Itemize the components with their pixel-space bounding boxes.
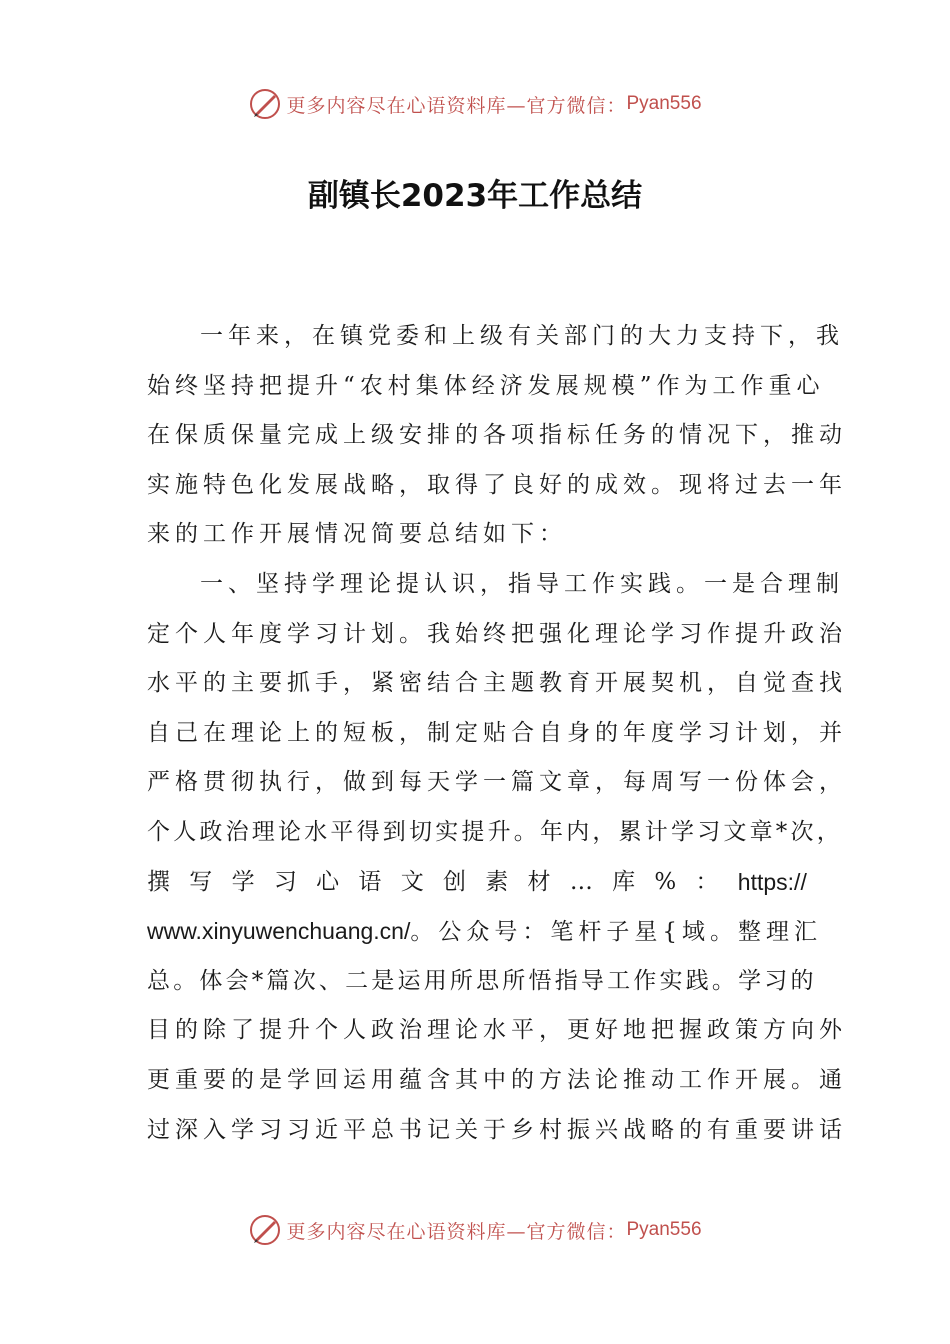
paragraph-2-line: 个人政治理论水平得到切实提升。年内，累计学习文章*次， xyxy=(147,818,843,845)
watermark-wechat-id: Pyan556 xyxy=(626,93,702,114)
pen-logo-icon xyxy=(248,87,282,121)
document-title: 副镇长2023年工作总结 xyxy=(307,178,643,214)
justified-char: … xyxy=(569,868,593,895)
paragraph-2-line: 一、坚持学理论提认识，指导工作实践。一是合理制 xyxy=(200,570,844,597)
justified-char: 写 xyxy=(189,868,213,895)
paragraph-2-justified-line xyxy=(147,858,807,908)
url-domain: www.xinyuwenchuang.cn/ xyxy=(147,918,411,945)
paragraph-1-line: 来的工作开展情况简要总结如下： xyxy=(147,521,567,548)
paragraph-2-line: 总。体会*篇次、二是运用所思所悟指导工作实践。学习的 xyxy=(147,967,817,994)
paragraph-2-line: 目的除了提升个人政治理论水平，更好地把握政策方向外 xyxy=(147,1017,847,1044)
paragraph-1-line: 始终坚持把提升“农村集体经济发展规模”作为工作重心 xyxy=(147,372,825,399)
watermark-footer xyxy=(0,1210,950,1250)
watermark-text: 更多内容尽在心语资料库—官方微信： xyxy=(286,1220,627,1243)
paragraph-2-line: 定个人年度学习计划。我始终把强化理论学习作提升政治 xyxy=(147,620,847,647)
watermark-text: 更多内容尽在心语资料库—官方微信： xyxy=(286,94,627,117)
paragraph-2-line: 水平的主要抓手，紧密结合主题教育开展契机，自觉查找 xyxy=(147,670,847,697)
justified-char: 库 xyxy=(612,868,636,895)
document-body xyxy=(147,312,847,1155)
justified-char: 学 xyxy=(231,868,255,895)
paragraph-2-line: 过深入学习习近平总书记关于乡村振兴战略的有重要讲话 xyxy=(147,1116,847,1143)
paragraph-2-line: 自己在理论上的短板，制定贴合自身的年度学习计划，并 xyxy=(147,719,847,746)
justified-char: % xyxy=(654,868,677,895)
paragraph-1-line: 实施特色化发展战略，取得了良好的成效。现将过去一年 xyxy=(147,471,847,498)
watermark-wechat-id: Pyan556 xyxy=(626,1219,702,1240)
watermark-header xyxy=(0,84,950,124)
line-text: 。公众号：笔杆子星{域。整理汇 xyxy=(410,919,823,946)
justified-char: 创 xyxy=(442,868,466,895)
paragraph-1-line: 一年来，在镇党委和上级有关部门的大力支持下，我 xyxy=(200,323,844,349)
justified-char: 撰 xyxy=(147,868,170,895)
justified-char: 习 xyxy=(273,868,297,895)
justified-char: 文 xyxy=(400,868,424,895)
paragraph-2-line xyxy=(147,907,823,957)
paragraph-2-line: 严格贯彻执行，做到每天学一篇文章，每周写一份体会， xyxy=(147,769,847,796)
justified-char: 心 xyxy=(316,868,340,895)
paragraph-1-line: 在保质保量完成上级安排的各项指标任务的情况下，推动 xyxy=(147,422,847,449)
justified-char: 语 xyxy=(358,868,382,895)
justified-char: 材 xyxy=(527,868,551,895)
paragraph-2-line: 更重要的是学回运用蕴含其中的方法论推动工作开展。通 xyxy=(147,1066,847,1093)
justified-char: 素 xyxy=(485,868,509,895)
pen-logo-icon xyxy=(248,1213,282,1247)
justified-char: ： xyxy=(695,868,719,895)
url-prefix: https:// xyxy=(737,868,807,895)
